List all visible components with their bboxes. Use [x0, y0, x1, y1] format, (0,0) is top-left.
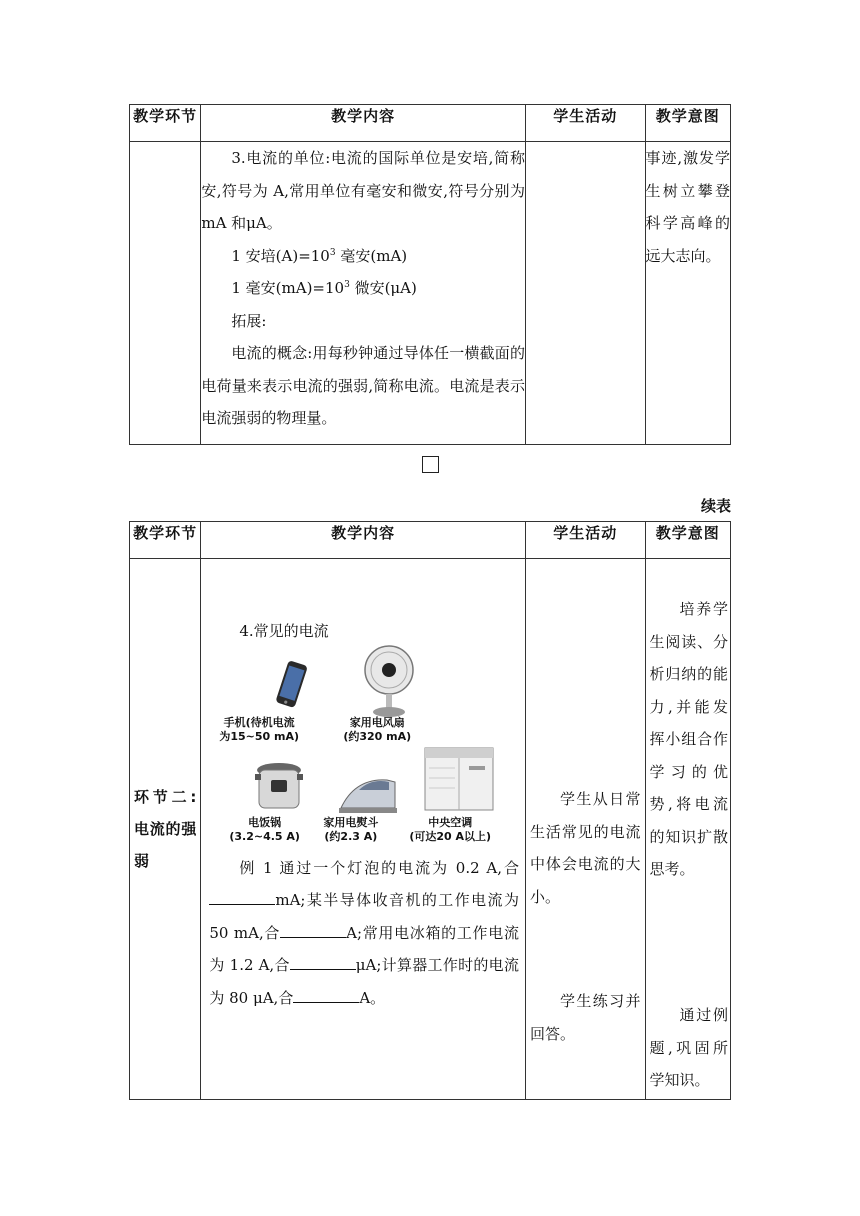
answer-blank — [280, 923, 346, 938]
content-cell — [201, 142, 526, 445]
extension-text: 电流的概念:用每秒钟通过导体任一横截面的电荷量来表示电流的强弱,简称电流。电流是表示电流强弱的物理量。 — [201, 344, 525, 427]
header-activity: 学生活动 — [525, 105, 645, 142]
fan-caption: 家用电风扇 (约320 mA) — [343, 715, 412, 743]
electric-iron-icon — [337, 772, 401, 816]
intent-ability: 培养学生阅读、分析归纳的能力,并能发挥小组合作学习的优势,将电流的知识扩散思考。 — [649, 600, 728, 878]
lesson-table-1 — [129, 104, 731, 445]
ac-caption: 中央空调 (可达20 A以上) — [409, 815, 492, 843]
header-intent: 教学意图 — [645, 522, 730, 559]
unit-definition: 3.电流的单位:电流的国际单位是安培,简称安,符号为 A,常用单位有毫安和微安,符号分别为 mA 和μA。 — [201, 149, 525, 232]
activity-cell-empty — [525, 142, 645, 445]
table-row — [130, 559, 731, 1100]
phone-caption: 手机(待机电流 为15~50 mA) — [219, 715, 300, 743]
table-header-row — [130, 522, 731, 559]
intent-cell: 事迹,激发学生树立攀登科学高峰的远大志向。 — [645, 142, 730, 445]
electric-fan-icon — [359, 644, 419, 720]
central-ac-icon — [419, 744, 499, 814]
activity-observe: 学生从日常生活常见的电流中体会电流的大小。 — [529, 790, 641, 906]
unit-conversion-2: 1 毫安$(mA)=10^3$ 微安(μA) — [231, 279, 417, 297]
header-stage: 教学环节 — [130, 522, 201, 559]
header-content: 教学内容 — [201, 522, 526, 559]
intent-review: 通过例题,巩固所学知识。 — [649, 1006, 728, 1089]
intent-cell — [645, 559, 730, 1100]
appliance-figure — [219, 652, 529, 852]
lesson-table-2 — [129, 521, 731, 1100]
activity-practice: 学生练习并回答。 — [529, 992, 641, 1043]
answer-blank — [293, 988, 359, 1003]
stage-cell-empty — [130, 142, 201, 445]
header-intent: 教学意图 — [645, 105, 730, 142]
content-title: 4.常见的电流 — [239, 622, 329, 640]
table-header-row — [130, 105, 731, 142]
header-activity: 学生活动 — [525, 522, 645, 559]
header-stage: 教学环节 — [130, 105, 201, 142]
answer-blank — [209, 890, 275, 905]
extension-label: 拓展: — [231, 311, 267, 330]
rice-cooker-icon — [251, 760, 307, 814]
activity-cell — [525, 559, 645, 1100]
iron-caption: 家用电熨斗 (约2.3 A) — [323, 815, 379, 843]
phone-icon — [269, 658, 313, 714]
unit-conversion-1: 1 安培$(A)=10^3$ 毫安(mA) — [231, 246, 408, 265]
example-1: 例 1 通过一个灯泡的电流为 0.2 A,合mA;某半导体收音机的工作电流为 50 mA,合 A;常用电冰箱的工作电流为 1.2 A,合 μA;计算器工作时的电流为 80 μA,合 A。 — [209, 858, 519, 1007]
content-cell — [201, 559, 526, 1100]
continued-label: 续表 — [700, 497, 731, 515]
rice-cooker-caption: 电饭锅 (3.2~4.5 A) — [229, 815, 300, 843]
section-cell: 环节二:电流的强弱 — [130, 559, 201, 1100]
checkbox-square — [422, 456, 439, 473]
header-content: 教学内容 — [201, 105, 526, 142]
answer-blank — [290, 955, 356, 970]
table-row — [130, 142, 731, 445]
